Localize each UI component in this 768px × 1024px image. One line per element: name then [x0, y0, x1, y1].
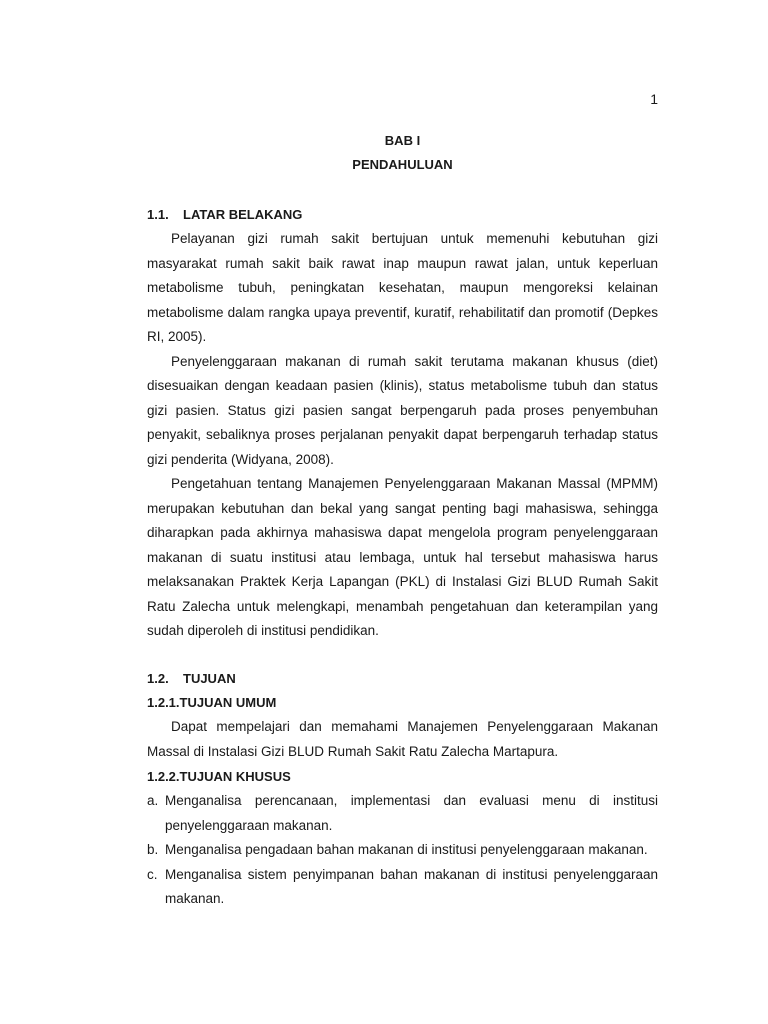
- list-item: [147, 838, 658, 863]
- chapter-number: BAB I: [384, 133, 421, 148]
- list-item-text: Menganalisa pengadaan bahan makanan di institusi penyelenggaraan makanan.: [165, 842, 648, 857]
- section-number: 1.1.: [147, 207, 169, 222]
- list-item-text: Menganalisa perencanaan, implementasi dan evaluasi menu di institusi penyelenggaraan makanan.: [165, 793, 658, 833]
- paragraph: Dapat mempelajari dan memahami Manajemen Penyelenggaraan Makanan Massal di Instalasi Gizi BLUD Rumah Sakit Ratu Zalecha Martapura.: [147, 719, 658, 759]
- section-heading-tujuan: [147, 669, 658, 689]
- tujuan-umum-body: [147, 715, 658, 764]
- list-item-text: Menganalisa sistem penyimpanan bahan makanan di institusi penyelenggaraan makanan.: [165, 866, 658, 906]
- subsection-heading-tujuan-khusus: 1.2.2.TUJUAN KHUSUS: [147, 769, 291, 784]
- section-heading-latar-belakang: [147, 205, 658, 225]
- latar-belakang-body: [147, 227, 658, 644]
- paragraph: Penyelenggaraan makanan di rumah sakit terutama makanan khusus (diet) disesuaikan dengan keadaan pasien (klinis), status metabolisme tubuh dan status gizi pasien. Status gizi pasien sangat berpengaruh pada proses penyembuhan penyakit, sebaliknya proses perjalanan penyakit dapat berpengaruh terhadap status gizi penderita (Widyana, 2008).: [147, 353, 658, 467]
- list-item: [147, 863, 658, 912]
- chapter-title: PENDAHULUAN: [352, 157, 453, 172]
- subsection-heading-tujuan-umum: 1.2.1.TUJUAN UMUM: [147, 695, 277, 710]
- section-number: 1.2.: [147, 671, 169, 686]
- list-marker: a.: [147, 793, 159, 808]
- list-marker: b.: [147, 842, 159, 857]
- section-title: TUJUAN: [183, 671, 236, 686]
- list-marker: c.: [147, 866, 158, 882]
- paragraph: Pengetahuan tentang Manajemen Penyelenggaraan Makanan Massal (MPMM) merupakan kebutuhan dan bekal yang sangat penting bagi mahasiswa, sehingga diharapkan pada akhirnya mahasiswa dapat mengelola program penyelenggaraan makanan di suatu institusi atau lembaga, untuk hal tersebut mahasiswa harus melaksanakan Praktek Kerja Lapangan (PKL) di Instalasi Gizi BLUD Rumah Sakit Ratu Zalecha untuk melengkapi, menambah pengetahuan dan keterampilan yang sudah diperoleh di institusi pendidikan.: [147, 476, 658, 638]
- list-item: [147, 789, 658, 838]
- section-title: LATAR BELAKANG: [183, 207, 303, 222]
- page-number: 1: [650, 91, 658, 107]
- paragraph: Pelayanan gizi rumah sakit bertujuan untuk memenuhi kebutuhan gizi masyarakat rumah sakit baik rawat inap maupun rawat jalan, untuk keperluan metabolisme tubuh, peningkatan kesehatan, maupun mengoreksi kelainan metabolisme dalam rangka upaya preventif, kuratif, rehabilitatif dan promotif (Depkes RI, 2005).: [147, 231, 658, 344]
- tujuan-khusus-list: [147, 789, 658, 912]
